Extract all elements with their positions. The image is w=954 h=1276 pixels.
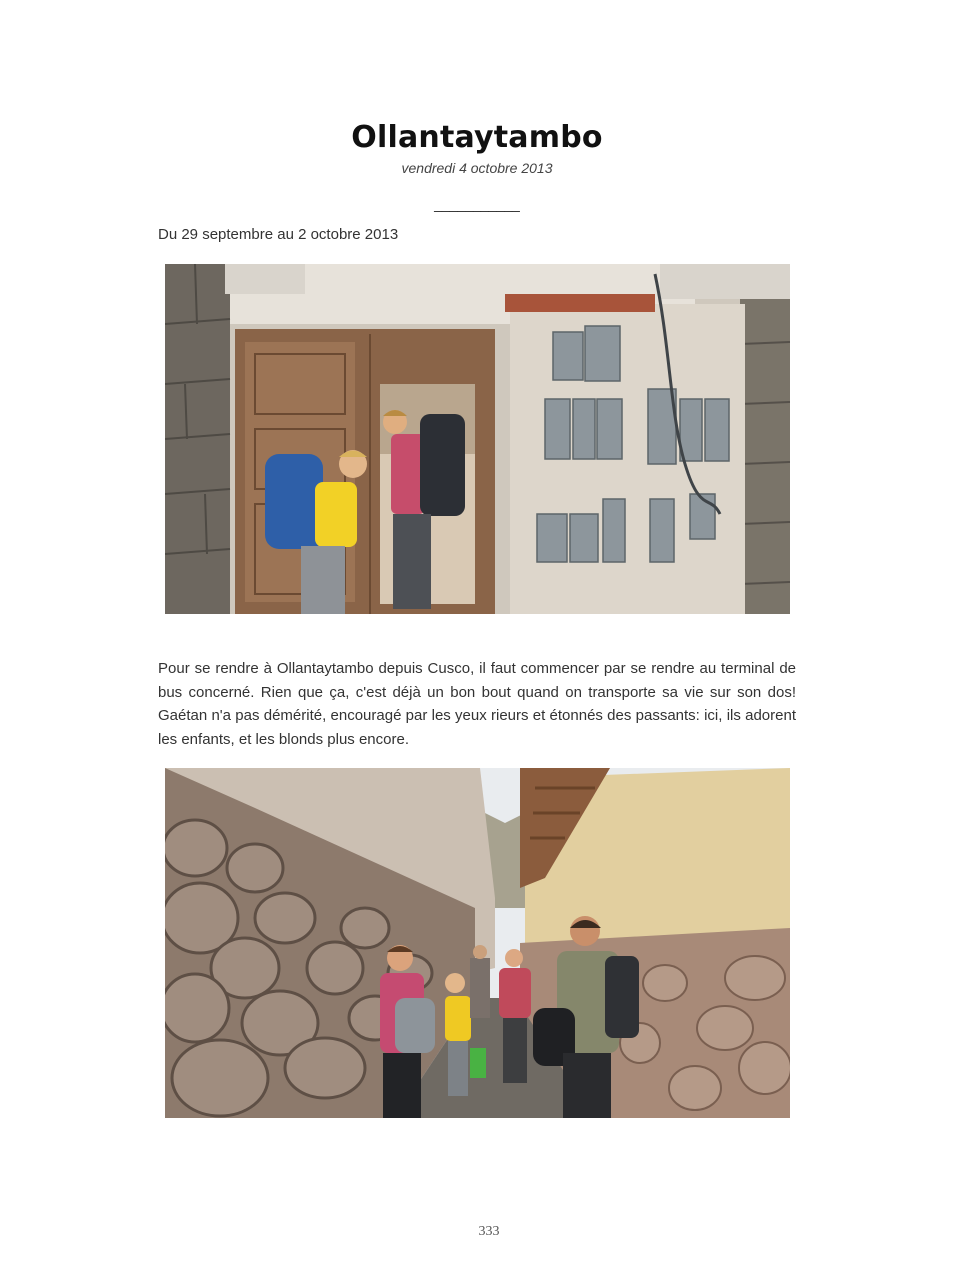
date-range-text: Du 29 septembre au 2 octobre 2013	[158, 226, 399, 243]
photo-doorway-backpackers	[165, 264, 790, 614]
page-title: Ollantaytambo	[351, 120, 603, 155]
post-date: vendredi 4 octobre 2013	[401, 160, 553, 176]
photo-inca-street-group	[165, 768, 790, 1118]
story-paragraph: Pour se rendre à Ollantaytambo depuis Cusco, il faut commencer par se rendre au terminal de bus concerné. Rien que ça, c'est déjà un bon bout quand on transporte sa vie sur son dos! Gaétan n'a pas démérité, encouragé par les yeux rieurs et étonnés des passants: ici, ils adorent les enfants, et les blonds plus encore.	[158, 660, 796, 748]
title-separator: ___________	[434, 196, 520, 212]
page-number: 333	[478, 1224, 500, 1239]
